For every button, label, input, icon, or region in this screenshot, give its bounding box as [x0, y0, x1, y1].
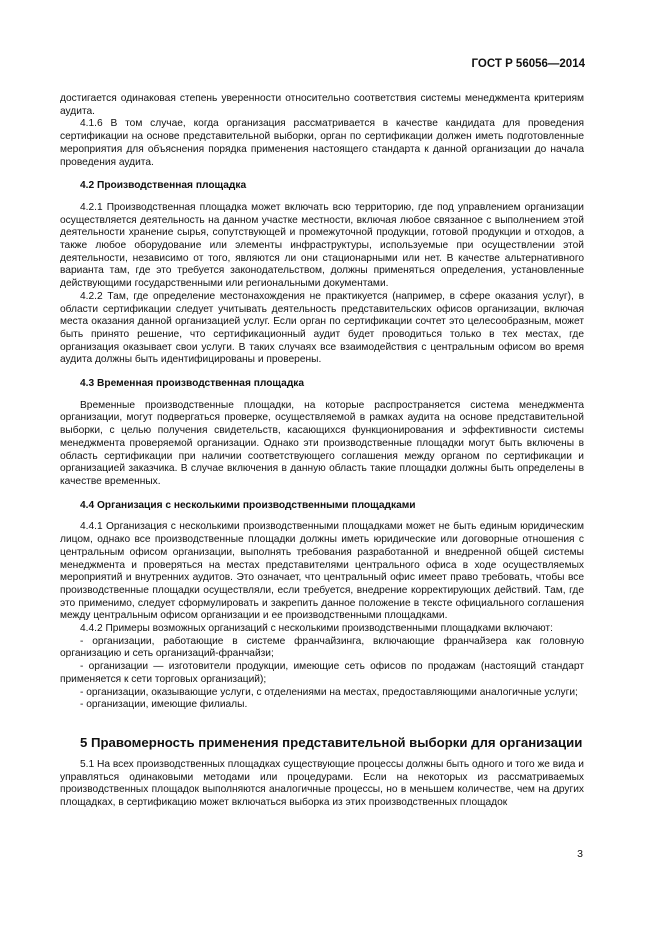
document-body	[60, 93, 584, 810]
page-number: 3	[577, 848, 583, 860]
paragraph-4-4-1: 4.4.1 Организация с несколькими производственными площадками может не быть единым юридическим лицом, однако все производственные площадки должны иметь юридические или договорные отношения с центральным офисом организации, выполнять требования разработанной и внедренной общей системы менеджмента и проверяться на местах представителями центрального офиса в ходе осуществляемых мероприятий и внутренних аудитов. Это означает, что центральный офис имеет право требовать, чтобы все производственные площадки осуществляли, если требуется, внедрение корректирующих действий. Там, где это применимо, следует сформулировать и закрепить данное положение в тексте официального соглашения между центральным офисом организации и ее производственными площадками.	[60, 521, 584, 622]
heading-5: 5 Правомерность применения представительной выборки для организации	[80, 734, 583, 750]
heading-4-2: 4.2 Производственная площадка	[80, 180, 247, 192]
paragraph-4-3: Временные производственные площадки, на которые распространяется система менеджмента организации, могут подвергаться проверке, осуществляемой в рамках аудита на основе представительной выборки, с целью получения свидетельств, касающихся функционирования и эффективности системы менеджмента проверяемой организации. Однако эти производственные площадки могут быть включены в область сертификации при наличии соответствующего соглашения между органом по сертификации и организацией заказчика. В случае включения в данную область такие площадки должны быть определены в качестве временных.	[60, 399, 584, 487]
paragraph-5-1: 5.1 На всех производственных площадках существующие процессы должны быть одного и того же вида и управляться одинаковыми методами или процедурами. Если на некоторых из рассматриваемых производственных площадок выполняются аналогичные процессы, но в меньшем количестве, чем на других площадках, в сертификацию может включаться выборка из этих производственных площадок	[60, 758, 584, 809]
paragraph-4-2-2: 4.2.2 Там, где определение местонахождения не практикуется (например, в сфере оказания услуг), в области сертификации следует учитывать деятельность представительских офисов организации, включая места оказания данной организацией услуг. Если орган по сертификации сочтет это целесообразным, может быть принято решение, что сертификационный аудит будет проводиться только в тех местах, где организация оказывает свои услуги. В таких случаях все взаимодействия с центральным офисом во время аудита должны быть идентифицированы и проверены.	[60, 290, 584, 366]
list-item: - организации, имеющие филиалы.	[80, 699, 248, 711]
paragraph-4-4-2: 4.4.2 Примеры возможных организаций с несколькими производственными площадками включают:	[80, 623, 553, 635]
document-id: ГОСТ Р 56056—2014	[471, 58, 585, 70]
list-item: - организации — изготовители продукции, имеющие сеть офисов по продажам (настоящий стандарт применяется к сети торговых организаций);	[60, 661, 584, 685]
heading-4-4: 4.4 Организация с несколькими производственными площадками	[80, 499, 416, 511]
list-item: - организации, работающие в системе франчайзинга, включающие франчайзера как головную организацию и сеть организаций-франчайзи;	[60, 635, 584, 660]
paragraph-4-2-1: 4.2.1 Производственная площадка может включать всю территорию, где под управлением организации осуществляется деятельность на данном участке местности, включая любое связанное с выполнением этой деятельности хранение сырья, сопутствующей и промежуточной продукции, готовой продукции и отходов, а также любое оборудование или элементы инфраструктуры, используемые при осуществлении этой деятельности, независимо от того, являются ли они стационарными или нет. В качестве альтернативного варианта там, где это требуется законодательством, должны применяться определения, установленные действующими государственными или региональными документами.	[60, 201, 584, 290]
paragraph-4-1-6: 4.1.6 В том случае, когда организация рассматривается в качестве кандидата для проведения сертификации на основе представительной выборки, орган по сертификации должен иметь подготовленные мероприятия для объяснения порядка применения настоящего стандарта к данной организации до начала проведения аудита.	[60, 118, 584, 168]
heading-4-3: 4.3 Временная производственная площадка	[80, 378, 305, 390]
list-item: - организации, оказывающие услуги, с отделениями на местах, предоставляющими аналогичные услуги;	[80, 686, 578, 698]
paragraph: достигается одинаковая степень уверенности относительно соответствия системы менеджмента критериям аудита.	[60, 93, 584, 117]
